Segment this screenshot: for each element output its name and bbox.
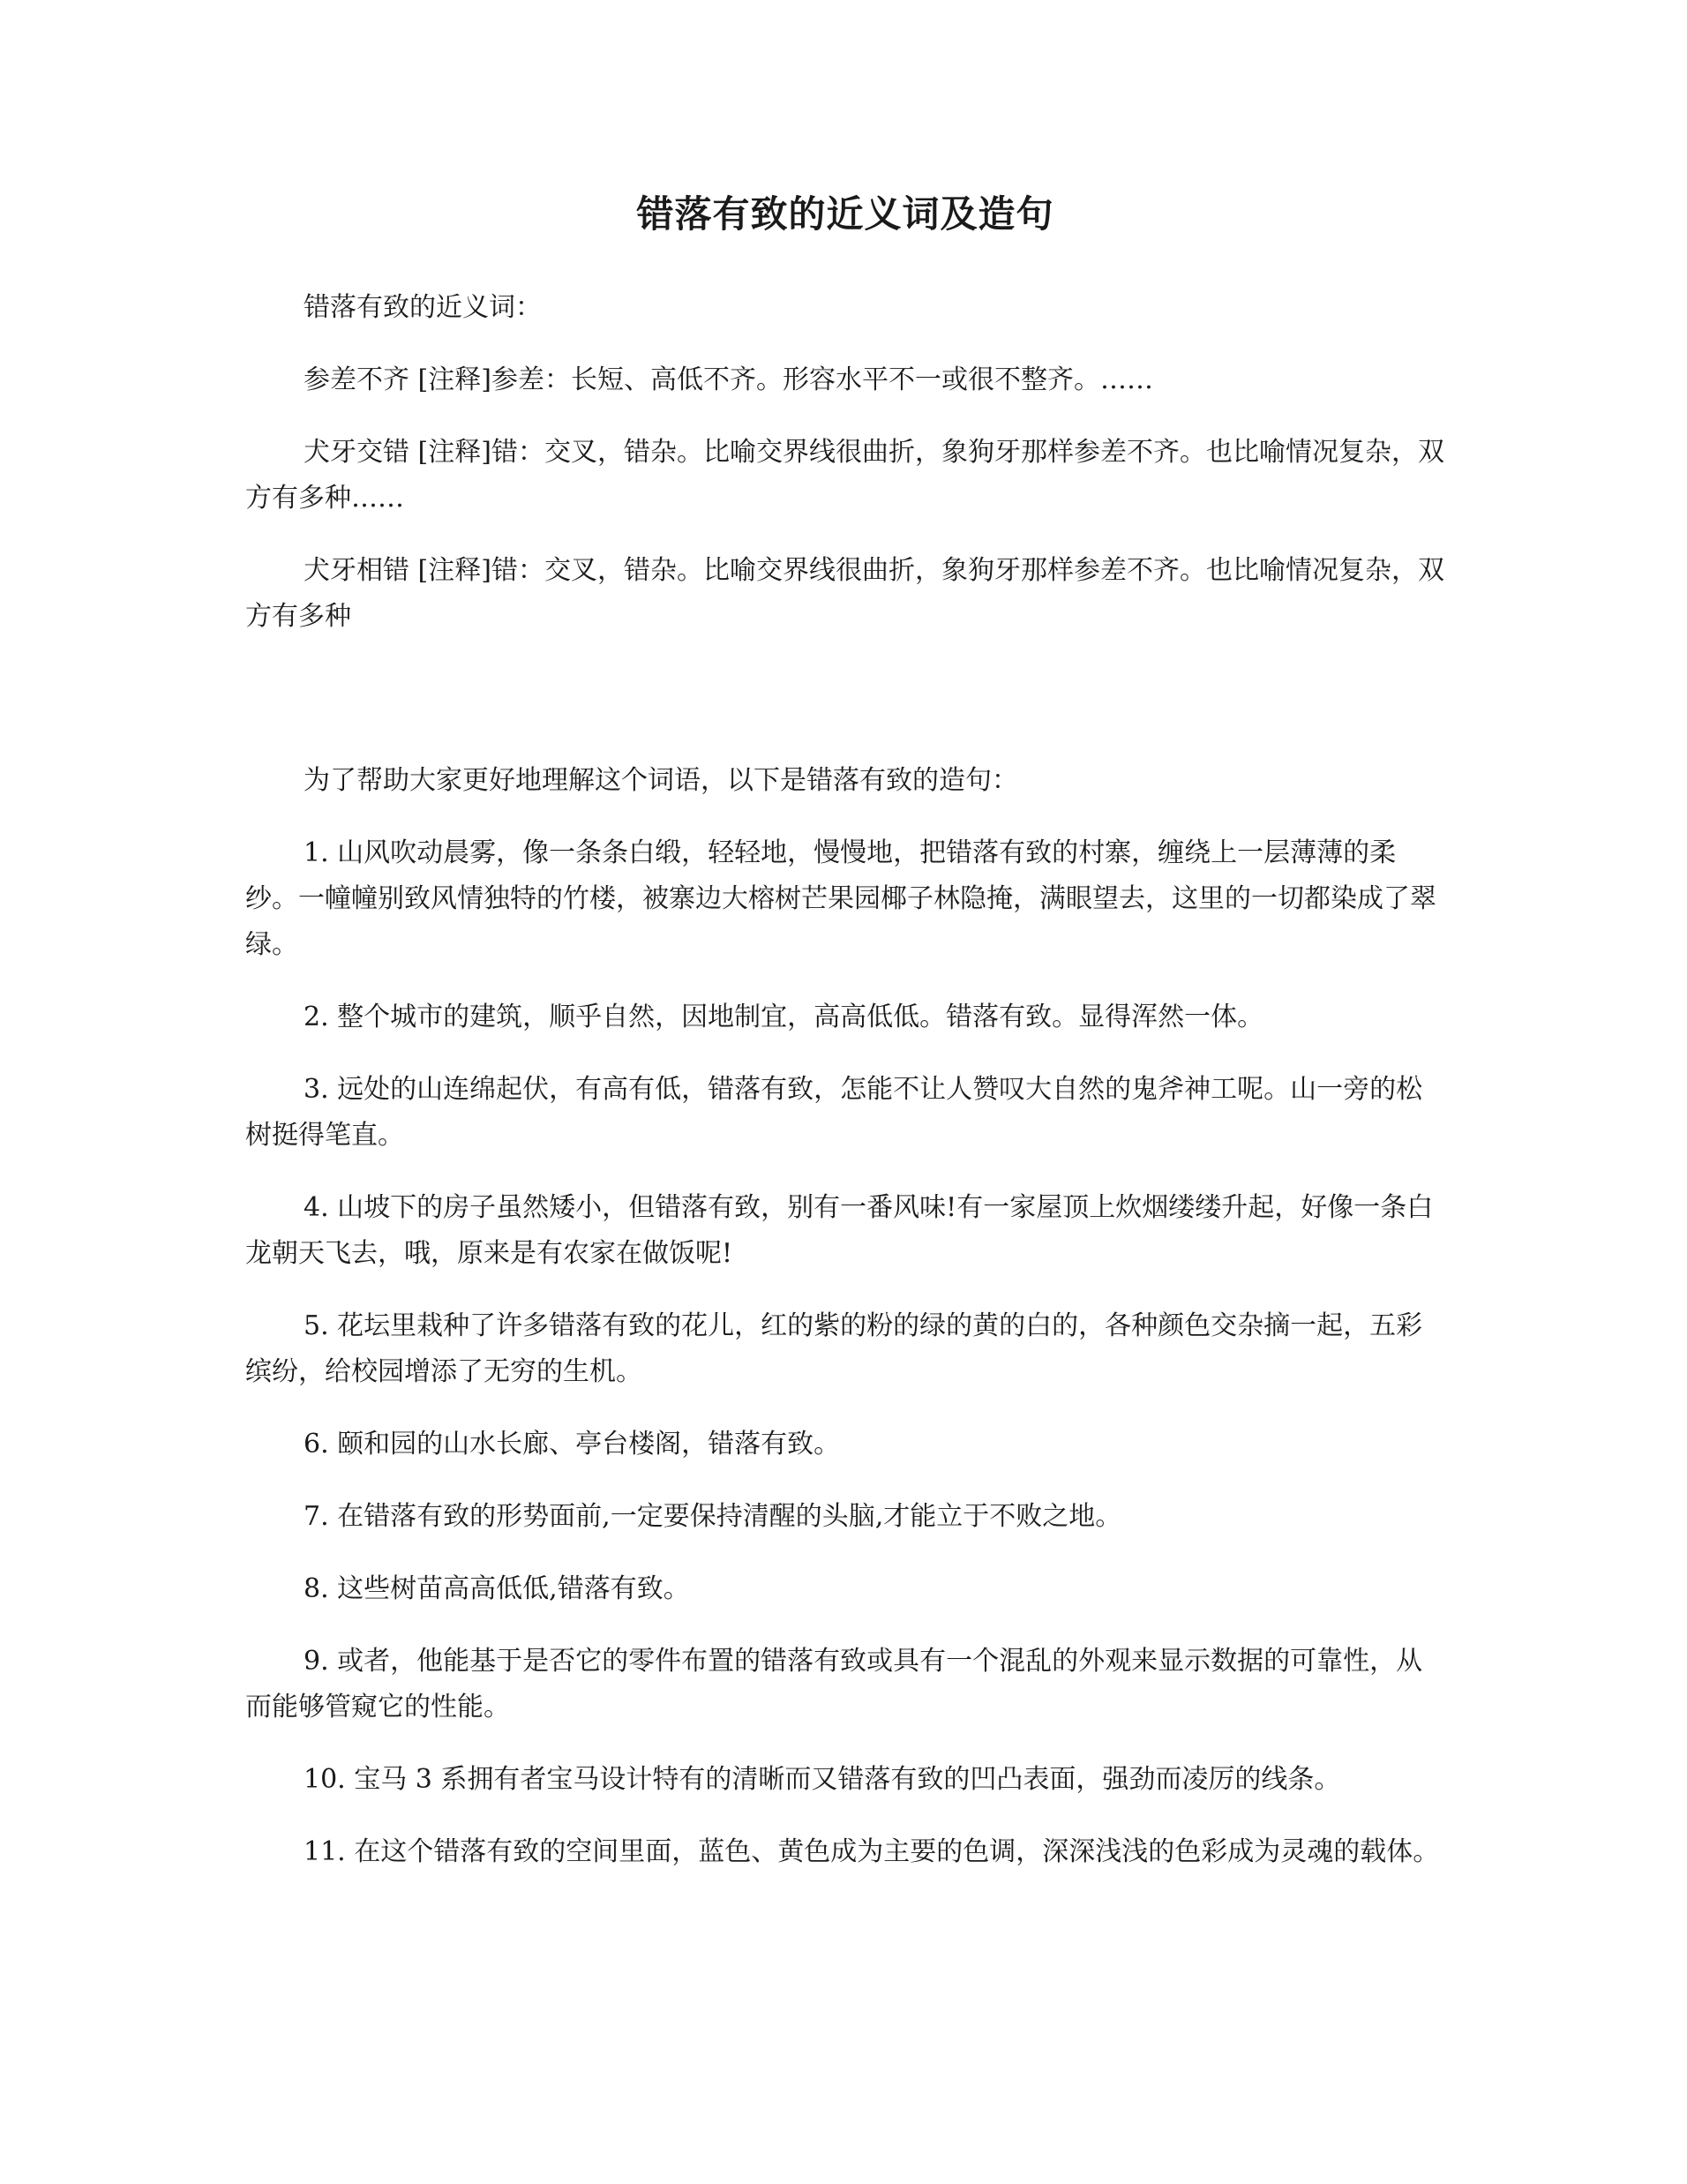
synonym-item: 参差不齐 [注释]参差：长短、高低不齐。形容水平不一或很不整齐。……	[304, 364, 1153, 395]
example-sentence: 2. 整个城市的建筑，顺乎自然，因地制宜，高高低低。错落有致。显得浑然一体。	[304, 1002, 1264, 1032]
example-sentence: 5. 花坛里栽种了许多错落有致的花儿，红的紫的粉的绿的黄的白的，各种颜色交杂摘一起，五彩缤纷，给校园增添了无穷的生机。	[245, 1310, 1423, 1387]
document-page	[245, 190, 1445, 1902]
example-sentence: 6. 颐和园的山水长廊、亭台楼阁，错落有致。	[304, 1429, 841, 1460]
example-sentence: 8. 这些树苗高高低低,错落有致。	[304, 1573, 690, 1604]
example-sentence: 7. 在错落有致的形势面前,一定要保持清醒的头脑,才能立于不败之地。	[304, 1501, 1122, 1532]
example-sentence: 1. 山风吹动晨雾，像一条条白缎，轻轻地，慢慢地，把错落有致的村寨，缠绕上一层薄薄的柔纱。一幢幢别致风情独特的竹楼，被寨边大榕树芒果园椰子林隐掩，满眼望去，这里的一切都染成了翠绿。	[245, 837, 1436, 960]
example-sentence: 10. 宝马 3 系拥有者宝马设计特有的清晰而又错落有致的凹凸表面，强劲而凌厉的线条。	[304, 1764, 1341, 1795]
sentences-heading: 为了帮助大家更好地理解这个词语，以下是错落有致的造句：	[304, 765, 1018, 796]
example-sentence: 3. 远处的山连绵起伏，有高有低，错落有致，怎能不让人赞叹大自然的鬼斧神工呢。山一旁的松树挺得笔直。	[245, 1074, 1423, 1151]
page-title: 错落有致的近义词及造句	[636, 192, 1054, 236]
synonym-item: 犬牙交错 [注释]错：交叉，错杂。比喻交界线很曲折，象狗牙那样参差不齐。也比喻情况复杂，双方有多种……	[245, 437, 1444, 514]
example-sentence: 9. 或者，他能基于是否它的零件布置的错落有致或具有一个混乱的外观来显示数据的可靠性，从而能够管窥它的性能。	[245, 1646, 1423, 1722]
synonym-item: 犬牙相错 [注释]错：交叉，错杂。比喻交界线很曲折，象狗牙那样参差不齐。也比喻情况复杂，双方有多种	[245, 555, 1444, 632]
example-sentence: 11. 在这个错落有致的空间里面，蓝色、黄色成为主要的色调，深深浅浅的色彩成为灵魂的载体。	[304, 1836, 1440, 1867]
section-spacer	[245, 666, 1445, 758]
example-sentence: 4. 山坡下的房子虽然矮小，但错落有致，别有一番风味!有一家屋顶上炊烟缕缕升起，好像一条白龙朝天飞去，哦，原来是有农家在做饭呢!	[245, 1192, 1434, 1269]
synonyms-heading: 错落有致的近义词：	[304, 292, 542, 323]
